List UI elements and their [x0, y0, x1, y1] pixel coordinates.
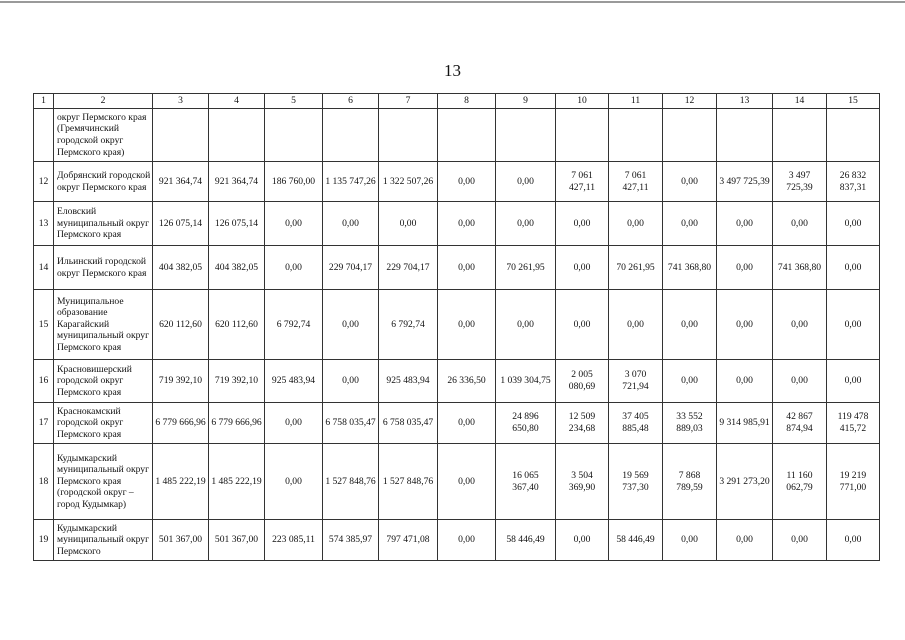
value-cell: 119 478 415,72	[827, 403, 880, 444]
value-cell	[663, 109, 717, 162]
value-cell: 0,00	[323, 290, 379, 360]
value-cell	[438, 109, 496, 162]
column-header: 10	[556, 94, 609, 109]
value-cell: 0,00	[773, 202, 827, 246]
value-cell: 0,00	[663, 290, 717, 360]
value-cell: 0,00	[438, 246, 496, 290]
value-cell: 229 704,17	[323, 246, 379, 290]
value-cell: 9 314 985,91	[717, 403, 773, 444]
value-cell: 0,00	[663, 520, 717, 561]
row-number: 19	[34, 520, 54, 561]
value-cell: 0,00	[827, 520, 880, 561]
value-cell: 58 446,49	[609, 520, 663, 561]
value-cell: 921 364,74	[153, 162, 209, 202]
header-row	[34, 94, 880, 109]
value-cell: 0,00	[663, 202, 717, 246]
value-cell: 6 792,74	[379, 290, 438, 360]
column-header: 15	[827, 94, 880, 109]
value-cell: 37 405 885,48	[609, 403, 663, 444]
value-cell: 501 367,00	[209, 520, 265, 561]
value-cell: 0,00	[496, 290, 556, 360]
value-cell: 6 779 666,96	[153, 403, 209, 444]
value-cell: 0,00	[717, 246, 773, 290]
value-cell: 2 005 080,69	[556, 360, 609, 403]
value-cell: 19 219 771,00	[827, 444, 880, 520]
value-cell: 0,00	[438, 290, 496, 360]
column-header: 9	[496, 94, 556, 109]
value-cell: 0,00	[496, 162, 556, 202]
row-number: 16	[34, 360, 54, 403]
value-cell: 24 896 650,80	[496, 403, 556, 444]
value-cell: 229 704,17	[379, 246, 438, 290]
value-cell	[717, 109, 773, 162]
value-cell: 741 368,80	[663, 246, 717, 290]
value-cell: 126 075,14	[153, 202, 209, 246]
value-cell	[265, 109, 323, 162]
value-cell: 797 471,08	[379, 520, 438, 561]
municipality-name: Кудымкарский муниципальный округ Пермского	[54, 520, 153, 561]
column-header: 1	[34, 94, 54, 109]
value-cell: 16 065 367,40	[496, 444, 556, 520]
value-cell: 0,00	[827, 202, 880, 246]
value-cell: 0,00	[556, 246, 609, 290]
value-cell: 3 291 273,20	[717, 444, 773, 520]
value-cell: 0,00	[265, 202, 323, 246]
value-cell: 0,00	[663, 162, 717, 202]
value-cell	[496, 109, 556, 162]
value-cell: 719 392,10	[209, 360, 265, 403]
table-row	[34, 444, 880, 520]
column-header: 4	[209, 94, 265, 109]
value-cell: 1 485 222,19	[209, 444, 265, 520]
row-number: 17	[34, 403, 54, 444]
data-table	[33, 93, 880, 561]
value-cell: 0,00	[556, 520, 609, 561]
row-number: 18	[34, 444, 54, 520]
value-cell: 33 552 889,03	[663, 403, 717, 444]
value-cell: 620 112,60	[153, 290, 209, 360]
column-header: 6	[323, 94, 379, 109]
column-header: 3	[153, 94, 209, 109]
value-cell: 1 322 507,26	[379, 162, 438, 202]
value-cell: 0,00	[265, 246, 323, 290]
value-cell: 1 527 848,76	[323, 444, 379, 520]
value-cell: 719 392,10	[153, 360, 209, 403]
table-row	[34, 202, 880, 246]
row-number: 15	[34, 290, 54, 360]
value-cell: 0,00	[717, 520, 773, 561]
value-cell: 0,00	[438, 162, 496, 202]
table-row	[34, 360, 880, 403]
value-cell: 1 135 747,26	[323, 162, 379, 202]
value-cell: 0,00	[323, 360, 379, 403]
value-cell: 0,00	[827, 360, 880, 403]
value-cell: 6 779 666,96	[209, 403, 265, 444]
value-cell: 0,00	[827, 246, 880, 290]
municipality-name: Добрянский городской округ Пермского края	[54, 162, 153, 202]
value-cell	[323, 109, 379, 162]
table-row	[34, 162, 880, 202]
column-header: 11	[609, 94, 663, 109]
value-cell	[379, 109, 438, 162]
value-cell	[827, 109, 880, 162]
column-header: 13	[717, 94, 773, 109]
value-cell: 6 758 035,47	[379, 403, 438, 444]
value-cell: 620 112,60	[209, 290, 265, 360]
value-cell: 26 832 837,31	[827, 162, 880, 202]
page-number: 13	[444, 61, 461, 80]
table-row	[34, 109, 880, 162]
value-cell: 574 385,97	[323, 520, 379, 561]
value-cell: 0,00	[827, 290, 880, 360]
value-cell: 0,00	[556, 202, 609, 246]
value-cell: 921 364,74	[209, 162, 265, 202]
value-cell: 19 569 737,30	[609, 444, 663, 520]
top-scan-edge	[0, 1, 905, 3]
table-row	[34, 520, 880, 561]
table-row	[34, 246, 880, 290]
column-header: 14	[773, 94, 827, 109]
value-cell: 0,00	[265, 444, 323, 520]
value-cell	[209, 109, 265, 162]
table-row	[34, 403, 880, 444]
value-cell: 0,00	[773, 290, 827, 360]
value-cell: 404 382,05	[209, 246, 265, 290]
column-header: 12	[663, 94, 717, 109]
value-cell: 0,00	[496, 202, 556, 246]
municipality-name: Муниципальное образование Карагайский муниципальный округ Пермского края	[54, 290, 153, 360]
value-cell	[773, 109, 827, 162]
value-cell: 0,00	[265, 403, 323, 444]
value-cell: 7 061 427,11	[556, 162, 609, 202]
value-cell: 6 758 035,47	[323, 403, 379, 444]
value-cell: 11 160 062,79	[773, 444, 827, 520]
value-cell: 70 261,95	[609, 246, 663, 290]
value-cell: 0,00	[717, 360, 773, 403]
value-cell: 70 261,95	[496, 246, 556, 290]
value-cell: 741 368,80	[773, 246, 827, 290]
value-cell: 7 061 427,11	[609, 162, 663, 202]
column-header: 7	[379, 94, 438, 109]
row-number: 13	[34, 202, 54, 246]
value-cell	[153, 109, 209, 162]
row-number	[34, 109, 54, 162]
value-cell: 0,00	[438, 520, 496, 561]
value-cell: 3 504 369,90	[556, 444, 609, 520]
value-cell: 6 792,74	[265, 290, 323, 360]
value-cell: 0,00	[609, 202, 663, 246]
value-cell: 26 336,50	[438, 360, 496, 403]
municipality-name: Краснокамский городской округ Пермского края	[54, 403, 153, 444]
value-cell: 0,00	[438, 202, 496, 246]
value-cell: 0,00	[438, 444, 496, 520]
value-cell: 0,00	[556, 290, 609, 360]
column-header: 8	[438, 94, 496, 109]
value-cell: 0,00	[717, 290, 773, 360]
value-cell: 0,00	[438, 403, 496, 444]
value-cell: 0,00	[379, 202, 438, 246]
row-number: 14	[34, 246, 54, 290]
value-cell: 0,00	[717, 202, 773, 246]
value-cell: 7 868 789,59	[663, 444, 717, 520]
value-cell: 223 085,11	[265, 520, 323, 561]
row-number: 12	[34, 162, 54, 202]
column-header: 2	[54, 94, 153, 109]
value-cell: 404 382,05	[153, 246, 209, 290]
column-header: 5	[265, 94, 323, 109]
value-cell: 126 075,14	[209, 202, 265, 246]
table-row	[34, 290, 880, 360]
value-cell: 3 070 721,94	[609, 360, 663, 403]
municipality-name: Ильинский городской округ Пермского края	[54, 246, 153, 290]
value-cell: 0,00	[609, 290, 663, 360]
value-cell: 501 367,00	[153, 520, 209, 561]
value-cell: 0,00	[323, 202, 379, 246]
value-cell: 1 527 848,76	[379, 444, 438, 520]
value-cell	[556, 109, 609, 162]
value-cell: 0,00	[773, 520, 827, 561]
value-cell: 1 485 222,19	[153, 444, 209, 520]
value-cell: 1 039 304,75	[496, 360, 556, 403]
value-cell: 925 483,94	[265, 360, 323, 403]
value-cell: 12 509 234,68	[556, 403, 609, 444]
municipality-name: Красновишерский городской округ Пермского края	[54, 360, 153, 403]
value-cell: 0,00	[663, 360, 717, 403]
value-cell: 186 760,00	[265, 162, 323, 202]
value-cell: 3 497 725,39	[717, 162, 773, 202]
value-cell: 42 867 874,94	[773, 403, 827, 444]
value-cell: 3 497 725,39	[773, 162, 827, 202]
municipality-name: Еловский муниципальный округ Пермского края	[54, 202, 153, 246]
value-cell: 925 483,94	[379, 360, 438, 403]
value-cell: 0,00	[773, 360, 827, 403]
value-cell: 58 446,49	[496, 520, 556, 561]
value-cell	[609, 109, 663, 162]
municipality-name: округ Пермского края (Гремячинский городской округ Пермского края)	[54, 109, 153, 162]
municipality-name: Кудымкарский муниципальный округ Пермского края (городской округ – город Кудымкар)	[54, 444, 153, 520]
